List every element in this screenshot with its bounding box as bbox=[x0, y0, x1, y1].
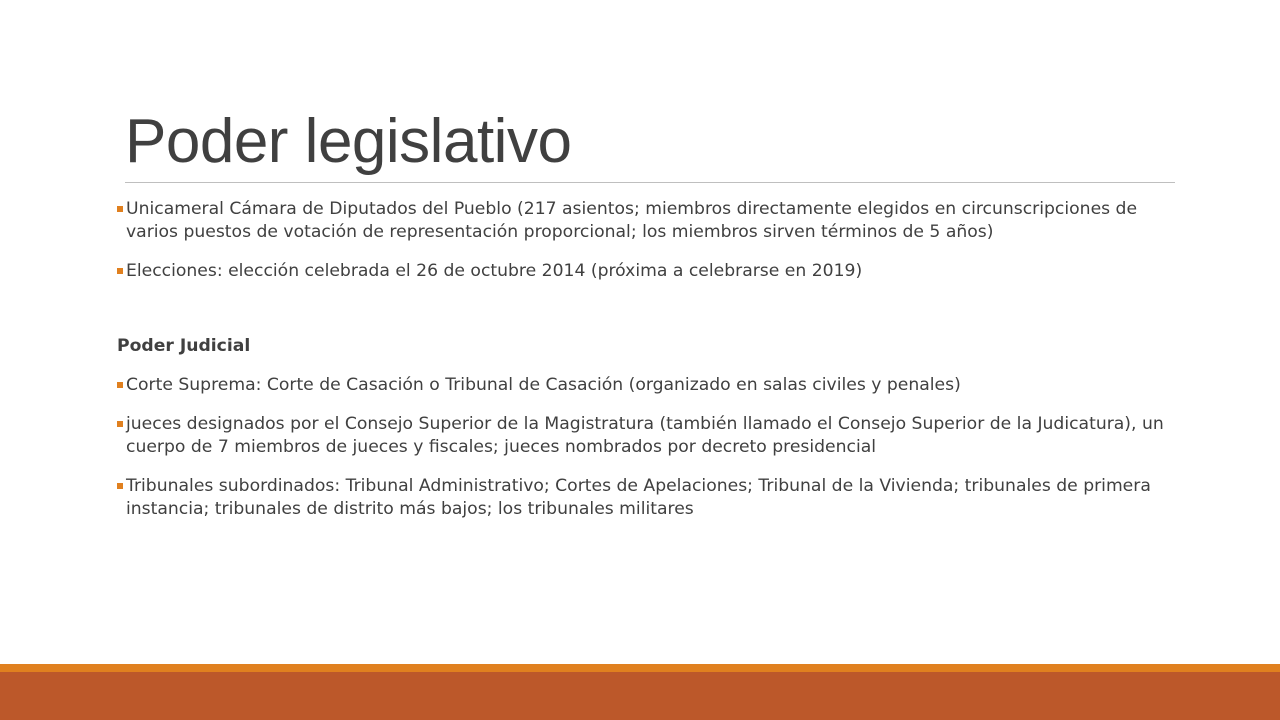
slide-body bbox=[117, 198, 1179, 537]
square-bullet-icon bbox=[117, 382, 123, 388]
bullet-item bbox=[117, 260, 1179, 283]
bullet-item bbox=[117, 413, 1179, 459]
square-bullet-icon bbox=[117, 268, 123, 274]
title-divider bbox=[125, 182, 1175, 183]
bullet-text: Tribunales subordinados: Tribunal Administrativo; Cortes de Apelaciones; Tribunal de la Vivienda; tribunales de primera instancia; tribunales de distrito más bajos; los tribunales militares bbox=[126, 476, 1151, 519]
bullet-item bbox=[117, 374, 1179, 397]
footer-accent-stripe bbox=[0, 664, 1280, 672]
bullet-text: Corte Suprema: Corte de Casación o Tribunal de Casación (organizado en salas civiles y penales) bbox=[126, 375, 961, 395]
bullet-item bbox=[117, 475, 1179, 521]
bullet-text: Unicameral Cámara de Diputados del Pueblo (217 asientos; miembros directamente elegidos en circunscripciones de varios puestos de votación de representación proporcional; los miembros sirven términos de 5 años) bbox=[126, 199, 1138, 242]
square-bullet-icon bbox=[117, 206, 123, 212]
footer-band bbox=[0, 672, 1280, 720]
square-bullet-icon bbox=[117, 483, 123, 489]
bullet-text: jueces designados por el Consejo Superior de la Magistratura (también llamado el Consejo Superior de la Judicatura), un cuerpo de 7 miembros de jueces y fiscales; jueces nombrados por decreto presidencial bbox=[126, 414, 1164, 457]
bullet-text: Elecciones: elección celebrada el 26 de octubre 2014 (próxima a celebrarse en 2019) bbox=[126, 261, 863, 281]
slide-title: Poder legislativo bbox=[125, 107, 572, 176]
judicial-heading: Poder Judicial bbox=[117, 336, 251, 356]
section-spacer bbox=[117, 299, 1179, 335]
bullet-item bbox=[117, 198, 1179, 244]
square-bullet-icon bbox=[117, 421, 123, 427]
